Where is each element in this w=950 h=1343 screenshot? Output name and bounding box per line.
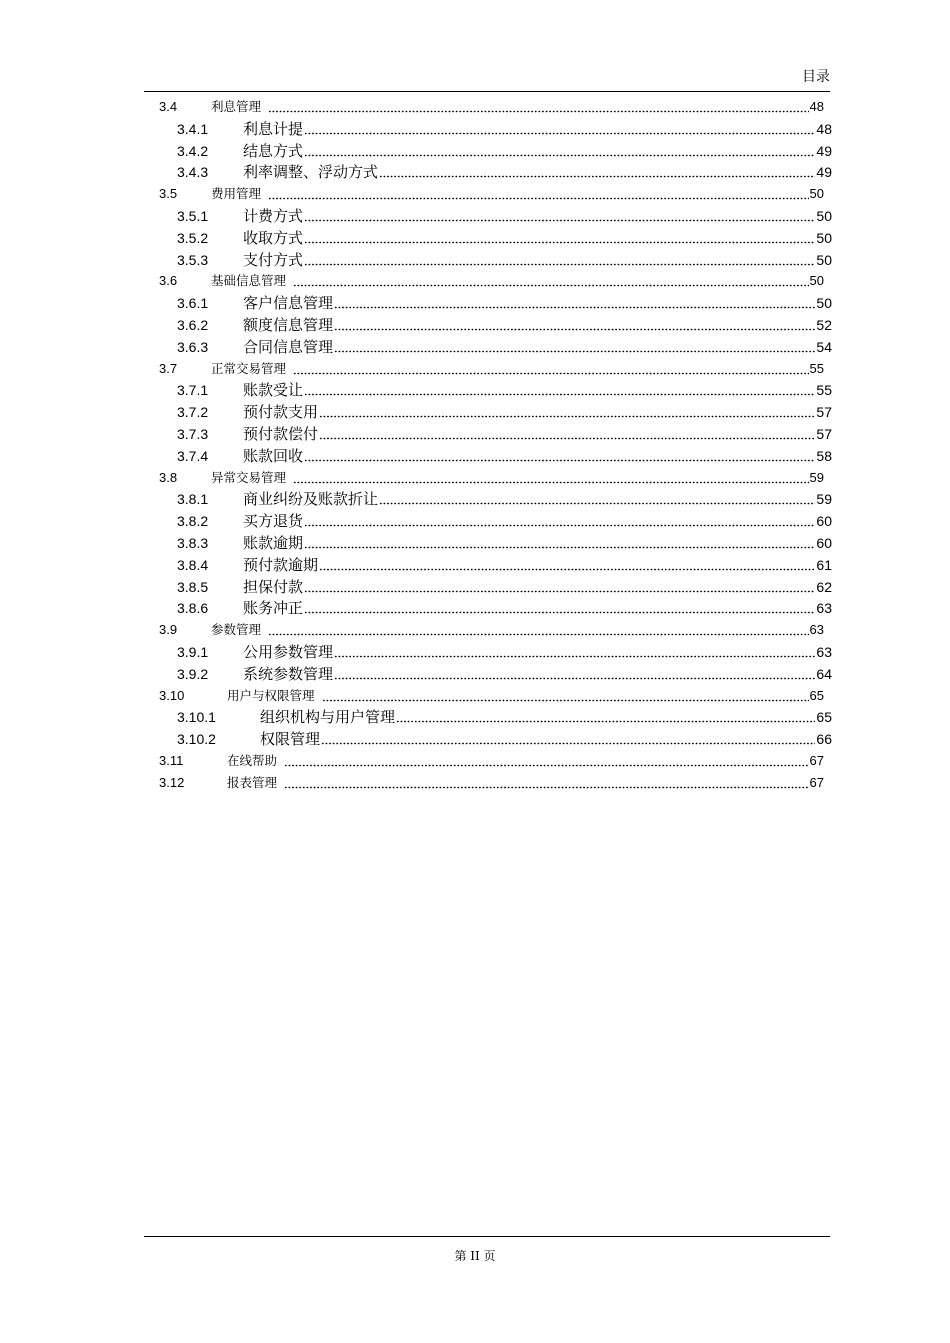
toc-entry-page: 62: [816, 578, 832, 595]
toc-entry[interactable]: [177, 401, 832, 421]
toc-leader-dots: [379, 164, 815, 178]
toc-leader-dots: [268, 622, 809, 636]
toc-entry-page: 50: [816, 229, 832, 246]
toc-entry-page: 63: [809, 622, 824, 638]
toc-entry[interactable]: [177, 641, 832, 661]
toc-entry-number: 3.7: [159, 360, 178, 376]
toc-entry-title: 参数管理: [211, 622, 262, 638]
toc-entry[interactable]: [177, 663, 832, 683]
toc-leader-dots: [304, 579, 815, 593]
toc-entry[interactable]: [159, 685, 824, 705]
toc-entry-number: 3.11: [159, 753, 184, 768]
toc-entry-page: 58: [816, 447, 832, 464]
toc-entry-page: 59: [816, 491, 832, 508]
toc-entry-title: 收取方式: [243, 228, 304, 247]
toc-entry-page: 65: [809, 687, 824, 703]
toc-entry-title: 账款回收: [243, 446, 304, 465]
toc-leader-dots: [293, 470, 809, 484]
toc-leader-dots: [319, 426, 815, 440]
toc-entry-title: 正常交易管理: [211, 360, 287, 376]
toc-entry-number: 3.7.4: [177, 447, 209, 464]
toc-entry-number: 3.12: [159, 774, 185, 790]
toc-leader-dots: [304, 382, 815, 396]
toc-entry-title: 预付款支用: [243, 403, 319, 422]
toc-entry-page: 61: [816, 556, 832, 573]
toc-entry-title: 账款受让: [243, 381, 304, 400]
toc-entry-title: 账务冲正: [243, 599, 304, 618]
toc-entry[interactable]: [177, 532, 832, 552]
toc-entry[interactable]: [177, 728, 832, 748]
toc-entry-title: 基础信息管理: [211, 273, 287, 289]
toc-entry-number: 3.5.1: [177, 208, 209, 224]
toc-entry-number: 3.8.6: [177, 600, 209, 617]
toc-entry-title: 利息计提: [243, 119, 304, 138]
toc-entry[interactable]: [177, 488, 832, 508]
toc-entry-number: 3.10.2: [177, 731, 216, 748]
toc-entry-page: 65: [816, 709, 832, 726]
toc-entry-title: 客户信息管理: [243, 294, 334, 313]
toc-entry[interactable]: [177, 706, 832, 726]
toc-entry-number: 3.6.3: [177, 338, 209, 355]
toc-entry[interactable]: [159, 96, 824, 116]
toc-entry-number: 3.4.2: [177, 142, 209, 159]
toc-entry[interactable]: [159, 358, 824, 378]
toc-entry-title: 费用管理: [211, 186, 262, 202]
toc-entry-title: 报表管理: [227, 774, 278, 790]
toc-entry-page: 66: [816, 731, 832, 748]
toc-entry-title: 预付款逾期: [243, 555, 319, 574]
toc-leader-dots: [304, 600, 815, 614]
toc-entry-number: 3.5: [159, 186, 178, 202]
toc-entry-number: 3.8.1: [177, 491, 209, 508]
toc-leader-dots: [268, 186, 809, 200]
toc-entry[interactable]: [177, 554, 832, 574]
toc-leader-dots: [293, 361, 809, 375]
toc-entry-title: 合同信息管理: [243, 337, 334, 356]
toc-entry[interactable]: [177, 292, 832, 312]
toc-entry[interactable]: [177, 205, 832, 225]
toc-leader-dots: [319, 404, 815, 418]
toc-leader-dots: [284, 775, 809, 789]
toc-entry-number: 3.9.1: [177, 644, 209, 660]
toc-entry-page: 60: [816, 535, 832, 551]
toc-entry-page: 50: [816, 251, 832, 268]
toc-leader-dots: [334, 339, 815, 353]
toc-entry[interactable]: [159, 750, 824, 770]
toc-entry-page: 50: [809, 273, 824, 289]
toc-entry-page: 59: [809, 469, 824, 485]
toc-entry-title: 异常交易管理: [211, 469, 287, 485]
footer-page-number: 第 II 页: [454, 1249, 496, 1263]
toc-entry-number: 3.8.3: [177, 535, 209, 551]
toc-entry[interactable]: [177, 249, 832, 269]
toc-entry-number: 3.6.1: [177, 295, 209, 312]
toc-entry-title: 利息管理: [211, 99, 262, 114]
toc-entry-number: 3.4.3: [177, 164, 209, 181]
toc-entry[interactable]: [159, 467, 824, 487]
toc-entry-number: 3.10.1: [177, 709, 216, 726]
toc-entry[interactable]: [177, 161, 832, 181]
toc-entry-number: 3.7.2: [177, 404, 209, 421]
toc-entry-title: 结息方式: [243, 141, 304, 160]
toc-entry-page: 49: [816, 164, 832, 181]
toc-entry-page: 48: [816, 120, 832, 137]
toc-entry-page: 63: [816, 644, 832, 660]
toc-entry[interactable]: [177, 118, 832, 138]
toc-entry-page: 48: [809, 99, 824, 114]
toc-entry[interactable]: [159, 183, 824, 203]
toc-leader-dots: [304, 230, 815, 244]
toc-leader-dots: [304, 448, 815, 462]
toc-entry-page: 49: [816, 142, 832, 159]
toc-entry-title: 买方退货: [243, 512, 304, 531]
toc-entry-number: 3.5.2: [177, 229, 209, 246]
toc-entry-number: 3.5.3: [177, 251, 209, 268]
toc-entry-page: 63: [816, 600, 832, 617]
toc-entry-page: 55: [809, 360, 824, 376]
header-rule: [144, 91, 830, 92]
toc-entry-page: 57: [816, 426, 832, 442]
toc-entry-title: 组织机构与用户管理: [260, 708, 396, 727]
toc-entry[interactable]: [159, 772, 824, 792]
toc-entry[interactable]: [177, 314, 832, 334]
toc-entry-title: 计费方式: [243, 207, 304, 225]
toc-entry-title: 账款逾期: [243, 534, 304, 552]
toc-entry[interactable]: [177, 445, 832, 465]
toc-entry-number: 3.8.2: [177, 513, 209, 530]
toc-entry-number: 3.8.4: [177, 556, 209, 573]
toc-leader-dots: [322, 688, 809, 702]
header-title: 目录: [802, 69, 830, 85]
toc-leader-dots: [304, 208, 815, 222]
toc-entry-number: 3.9: [159, 622, 178, 638]
toc-entry-page: 67: [809, 753, 824, 768]
toc-entry-title: 支付方式: [243, 250, 304, 269]
toc-entry-page: 50: [816, 208, 832, 224]
toc-entry[interactable]: [159, 270, 824, 290]
toc-entry-title: 利率调整、浮动方式: [243, 163, 379, 182]
toc-entry-page: 52: [816, 317, 832, 333]
toc-entry-title: 担保付款: [243, 577, 304, 596]
toc-entry-title: 权限管理: [260, 730, 321, 749]
toc-entry-number: 3.7.3: [177, 426, 209, 442]
toc-entry-page: 50: [809, 186, 824, 202]
toc-leader-dots: [334, 295, 815, 309]
toc-entry[interactable]: [177, 597, 832, 617]
toc-entry-page: 67: [809, 774, 824, 790]
toc-entry-number: 3.7.1: [177, 382, 209, 399]
toc-leader-dots: [321, 731, 815, 745]
toc-entry-number: 3.6.2: [177, 317, 209, 333]
toc-leader-dots: [304, 121, 815, 135]
toc-entry-number: 3.10: [159, 687, 185, 703]
toc-entry-page: 50: [816, 295, 832, 312]
toc-leader-dots: [379, 491, 815, 505]
toc-entry-page: 57: [816, 404, 832, 421]
toc-leader-dots: [304, 513, 815, 527]
toc-entry-title: 在线帮助: [227, 753, 278, 768]
toc-entry-title: 用户与权限管理: [227, 687, 315, 703]
toc-leader-dots: [304, 143, 815, 157]
toc-entry-title: 预付款偿付: [243, 425, 319, 443]
toc-entry[interactable]: [177, 140, 832, 160]
toc-leader-dots: [334, 644, 815, 658]
toc-leader-dots: [304, 535, 815, 549]
toc-entry[interactable]: [159, 619, 824, 639]
toc-entry-title: 额度信息管理: [243, 316, 334, 334]
toc-entry[interactable]: [177, 336, 832, 356]
toc-entry-number: 3.9.2: [177, 665, 209, 682]
toc-entry[interactable]: [177, 510, 832, 530]
toc-entry-number: 3.8: [159, 469, 178, 485]
toc-entry-title: 商业纠纷及账款折让: [243, 490, 379, 509]
toc-entry-number: 3.8.5: [177, 578, 209, 595]
toc-leader-dots: [396, 709, 815, 723]
toc-entry-title: 系统参数管理: [243, 664, 334, 683]
toc-leader-dots: [334, 317, 815, 331]
footer-rule: [144, 1236, 830, 1237]
toc-entry-page: 64: [816, 665, 832, 682]
toc-entry-page: 55: [816, 382, 832, 399]
toc-entry-page: 60: [816, 513, 832, 530]
toc-entry[interactable]: [177, 227, 832, 247]
toc-entry-page: 54: [816, 338, 832, 355]
toc-entry-number: 3.4: [159, 99, 178, 114]
toc-leader-dots: [293, 273, 809, 287]
toc-entry[interactable]: [177, 379, 832, 399]
toc-leader-dots: [334, 666, 815, 680]
toc-entry-title: 公用参数管理: [243, 643, 334, 661]
toc-leader-dots: [319, 557, 815, 571]
toc-entry-number: 3.4.1: [177, 120, 209, 137]
toc-leader-dots: [268, 99, 809, 113]
toc-entry[interactable]: [177, 576, 832, 596]
toc-entry-number: 3.6: [159, 273, 178, 289]
toc-leader-dots: [284, 753, 809, 767]
toc-leader-dots: [304, 252, 815, 266]
toc-entry[interactable]: [177, 423, 832, 443]
